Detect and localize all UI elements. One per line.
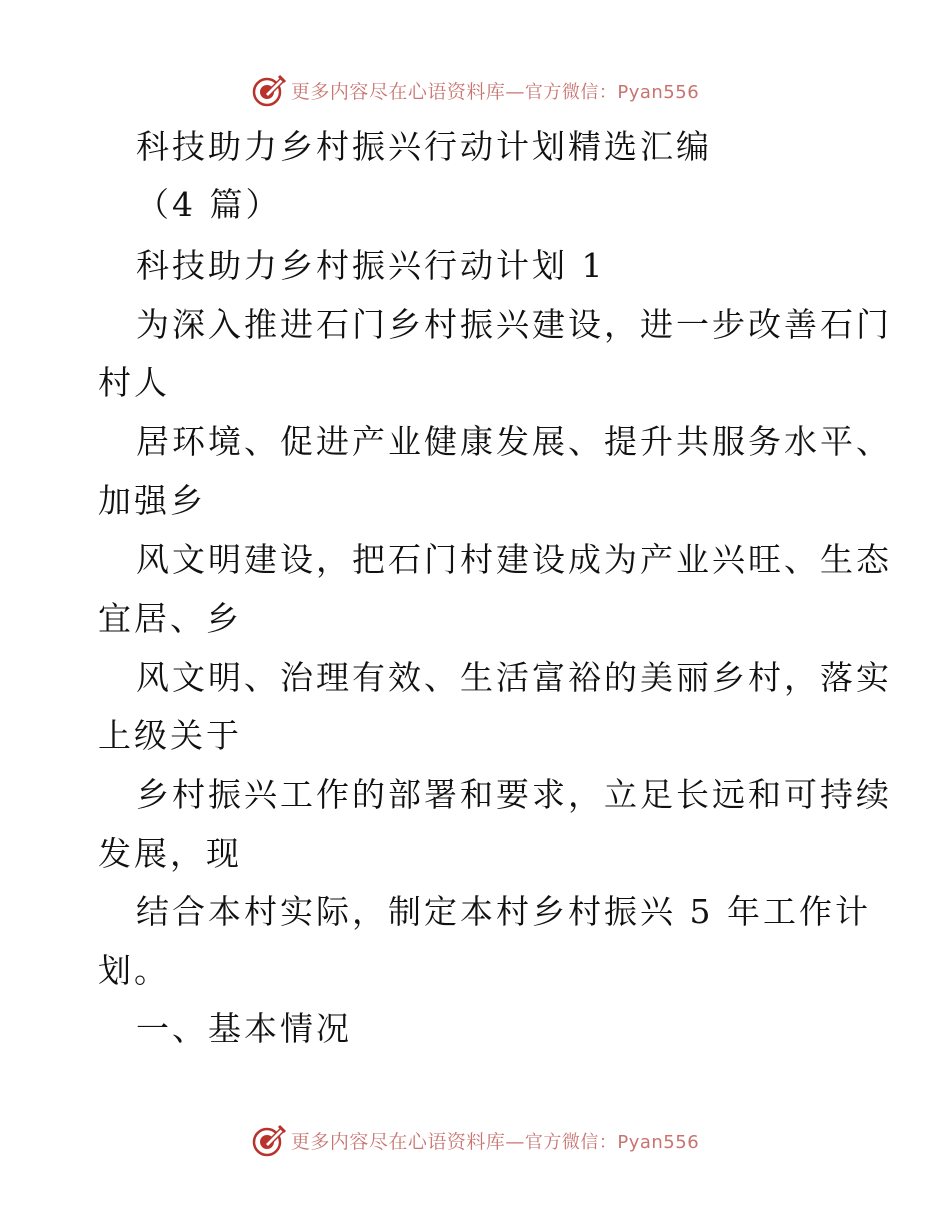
paragraph-line: 结合本村实际，制定本村乡村振兴 5 年工作计: [136, 892, 871, 931]
watermark-separator: —: [505, 1130, 525, 1153]
paragraph-line: 加强乡: [98, 481, 206, 520]
watermark-main-text: 更多内容尽在心语资料库: [290, 1130, 506, 1153]
paragraph-line: 村人: [98, 363, 170, 402]
paragraph-line: 发展，现: [98, 834, 242, 873]
paragraph-line: 为深入推进石门乡村振兴建设，进一步改善石门: [136, 305, 892, 344]
pen-logo-icon: [251, 72, 287, 108]
watermark-sub-text: 官方微信：Pyan556: [524, 81, 700, 103]
paragraph-line: 上级关于: [98, 716, 242, 755]
header-watermark: [0, 70, 950, 110]
paragraph-line: 划。: [98, 951, 170, 990]
watermark-main-text: 更多内容尽在心语资料库: [290, 80, 506, 103]
footer-watermark: [0, 1120, 950, 1160]
paragraph-line: 宜居、乡: [98, 599, 242, 638]
paragraph-line: 乡村振兴工作的部署和要求，立足长远和可持续: [136, 775, 892, 814]
section-heading: 一、基本情况: [136, 1009, 352, 1048]
pen-logo-icon: [251, 1122, 287, 1158]
paragraph-line: 风文明建设，把石门村建设成为产业兴旺、生态: [136, 540, 892, 579]
section-heading: 科技助力乡村振兴行动计划 1: [136, 246, 606, 285]
paragraph-line: 居环境、促进产业健康发展、提升共服务水平、: [136, 422, 892, 461]
document-subtitle: （4 篇）: [136, 185, 282, 224]
document-title: 科技助力乡村振兴行动计划精选汇编: [136, 127, 712, 166]
watermark-sub-text: 官方微信：Pyan556: [524, 1131, 700, 1153]
paragraph-line: 风文明、治理有效、生活富裕的美丽乡村，落实: [136, 658, 892, 697]
watermark-separator: —: [505, 80, 525, 103]
